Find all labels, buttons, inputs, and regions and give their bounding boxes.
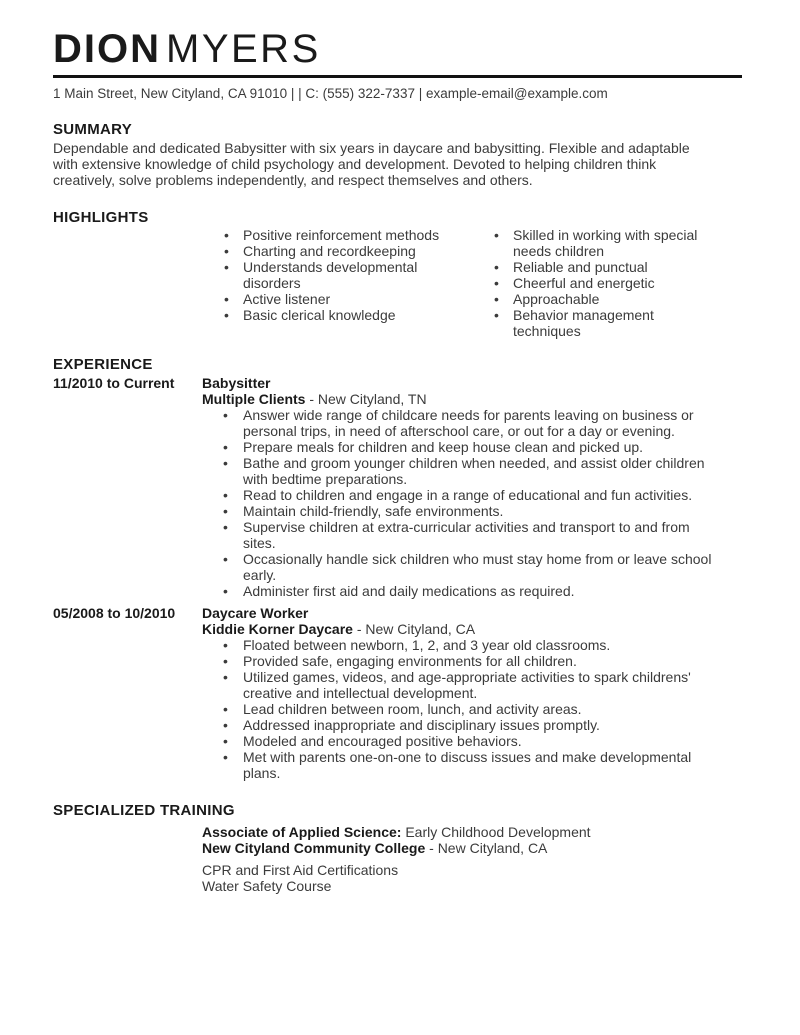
training-school-location: - New Cityland, CA xyxy=(425,840,548,856)
job-bullet: • Provided safe, engaging environments for all children. xyxy=(202,653,722,669)
contact-line: 1 Main Street, New Cityland, CA 91010 | | C: (555) 322-7337 | example-email@example.com xyxy=(53,86,608,101)
training-heading: SPECIALIZED TRAINING xyxy=(53,802,235,819)
job-bullet-list xyxy=(202,637,722,781)
job-title: Daycare Worker xyxy=(202,605,309,621)
highlight-item: • Understands developmental disorders xyxy=(222,259,470,291)
job-bullet: • Addressed inappropriate and disciplinary issues promptly. xyxy=(202,717,722,733)
job-bullet: • Floated between newborn, 1, 2, and 3 year old classrooms. xyxy=(202,637,722,653)
highlights-list-right xyxy=(492,227,724,339)
summary-heading: SUMMARY xyxy=(53,121,133,138)
training-degree: Associate of Applied Science: xyxy=(202,824,402,840)
job-dates: 11/2010 to Current xyxy=(53,375,175,391)
header-divider xyxy=(53,75,742,78)
training-certs xyxy=(202,862,742,894)
job-body xyxy=(202,605,722,781)
job-company-line xyxy=(202,391,722,407)
job-bullet: • Maintain child-friendly, safe environments. xyxy=(202,503,722,519)
job-bullet: • Met with parents one-on-one to discuss issues and make developmental plans. xyxy=(202,749,722,781)
highlight-item: • Basic clerical knowledge xyxy=(222,307,470,323)
highlights-list-left xyxy=(222,227,470,339)
training-school-line xyxy=(202,840,742,856)
highlight-item: • Behavior management techniques xyxy=(492,307,724,339)
training-school: New Cityland Community College xyxy=(202,840,426,856)
job-bullet-list xyxy=(202,407,722,599)
training-degree-line xyxy=(202,824,742,840)
job-title: Babysitter xyxy=(202,375,271,391)
header xyxy=(53,26,742,102)
job-bullet: • Utilized games, videos, and age-appropriate activities to spark childrens' creative and intellectual development. xyxy=(202,669,722,701)
summary-text: Dependable and dedicated Babysitter with six years in daycare and babysitting. Flexible and adaptable with extensive knowledge of child psychology and development. Devoted to helping children think creatively, solve problems independently, and respect themselves and others. xyxy=(53,140,690,188)
job-entry-babysitter xyxy=(53,375,742,599)
job-bullet: • Administer first aid and daily medications as required. xyxy=(202,583,722,599)
experience-heading: EXPERIENCE xyxy=(53,356,153,373)
job-bullet: • Prepare meals for children and keep house clean and picked up. xyxy=(202,439,722,455)
job-dates: 05/2008 to 10/2010 xyxy=(53,605,176,621)
job-bullet: • Answer wide range of childcare needs for parents leaving on business or personal trips, in need of afterschool care, or out for a day or evening. xyxy=(202,407,722,439)
highlight-item: • Cheerful and energetic xyxy=(492,275,724,291)
job-body xyxy=(202,375,722,599)
job-location: - New Cityland, TN xyxy=(305,391,427,407)
job-bullet: • Modeled and encouraged positive behaviors. xyxy=(202,733,722,749)
highlights-heading: HIGHLIGHTS xyxy=(53,209,149,226)
job-bullet: • Occasionally handle sick children who must stay home from or leave school early. xyxy=(202,551,722,583)
highlight-item: • Skilled in working with special needs children xyxy=(492,227,724,259)
summary-section xyxy=(53,121,742,188)
highlight-item: • Charting and recordkeeping xyxy=(222,243,470,259)
highlight-item: • Active listener xyxy=(222,291,470,307)
highlight-item: • Reliable and punctual xyxy=(492,259,724,275)
training-section xyxy=(53,802,742,894)
experience-section xyxy=(53,356,742,781)
training-body xyxy=(202,824,742,894)
training-cert: CPR and First Aid Certifications xyxy=(202,862,399,878)
job-company-line xyxy=(202,621,722,637)
job-bullet: • Read to children and engage in a range of educational and fun activities. xyxy=(202,487,722,503)
job-bullet: • Bathe and groom younger children when needed, and assist older children with bedtime preparations. xyxy=(202,455,722,487)
highlights-columns xyxy=(53,227,742,339)
highlights-section xyxy=(53,209,742,339)
job-bullet: • Lead children between room, lunch, and activity areas. xyxy=(202,701,722,717)
highlight-item: • Approachable xyxy=(492,291,724,307)
job-bullet: • Supervise children at extra-curricular activities and transport to and from sites. xyxy=(202,519,722,551)
job-company: Kiddie Korner Daycare xyxy=(202,621,353,637)
job-entry-daycare-worker xyxy=(53,605,742,781)
training-degree-field: Early Childhood Development xyxy=(401,824,591,840)
last-name: MYERS xyxy=(166,27,321,71)
candidate-name xyxy=(53,26,742,72)
first-name: DION xyxy=(53,27,161,71)
training-cert: Water Safety Course xyxy=(202,878,332,894)
highlight-item: • Positive reinforcement methods xyxy=(222,227,470,243)
job-location: - New Cityland, CA xyxy=(352,621,476,637)
job-company: Multiple Clients xyxy=(202,391,306,407)
